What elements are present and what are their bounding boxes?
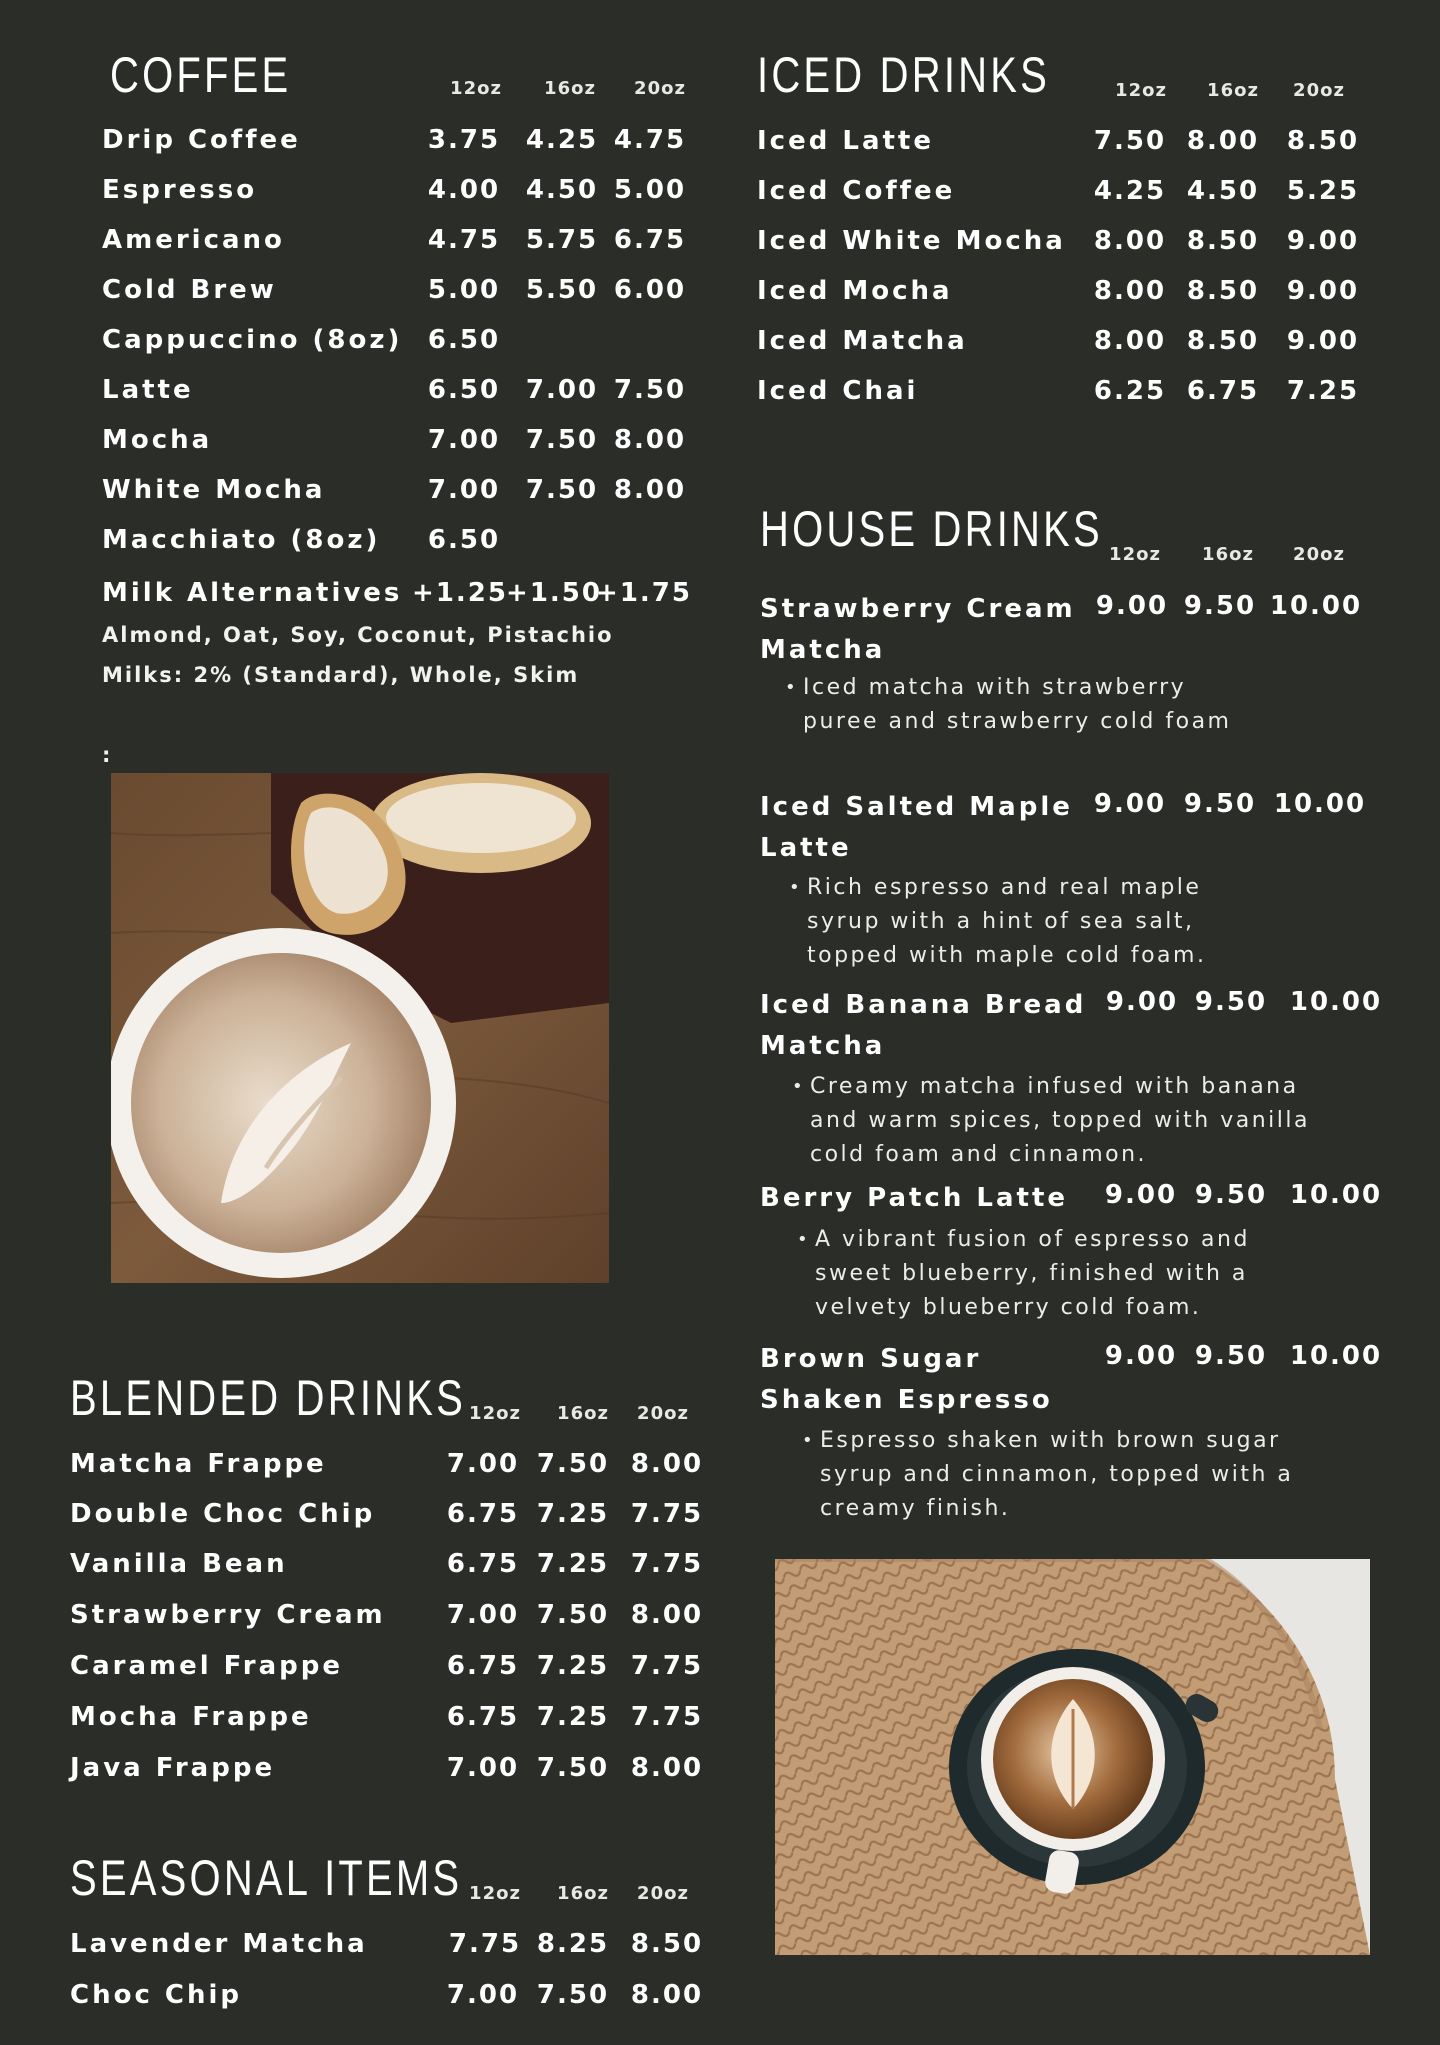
price-20oz: 9.00 xyxy=(1286,276,1360,306)
cappuccino-sweater-illustration xyxy=(775,1559,1370,1955)
price-16oz: 7.50 xyxy=(536,1980,610,2010)
cappuccino-sweater-photo xyxy=(775,1559,1370,1955)
item-name: Iced Banana Bread Matcha xyxy=(760,990,1087,1061)
price-12oz: 6.75 xyxy=(446,1499,520,1529)
price-16oz: 6.75 xyxy=(1186,376,1260,406)
item-name: Java Frappe xyxy=(70,1753,276,1783)
price-12oz: 8.00 xyxy=(1093,226,1167,256)
price-16oz: 9.50 xyxy=(1194,1341,1268,1371)
item-name: Lavender Matcha xyxy=(70,1929,368,1959)
price-16oz: 5.75 xyxy=(525,225,599,255)
price-16oz: 9.50 xyxy=(1194,987,1268,1017)
price-12oz: 8.00 xyxy=(1093,276,1167,306)
size-label: 20oz xyxy=(637,1403,689,1424)
size-label: 20oz xyxy=(1293,544,1345,565)
price-12oz: 9.00 xyxy=(1104,1180,1178,1210)
price-20oz: 8.00 xyxy=(630,1600,704,1630)
price-16oz: 9.50 xyxy=(1194,1180,1268,1210)
price-20oz: 7.50 xyxy=(613,375,687,405)
house-size-header xyxy=(0,544,1440,564)
price-16oz: 7.25 xyxy=(536,1549,610,1579)
price-16oz: 9.50 xyxy=(1183,591,1257,621)
house-drink-description xyxy=(802,1424,1350,1526)
price-16oz: 7.50 xyxy=(536,1449,610,1479)
size-label: 16oz xyxy=(1207,80,1259,101)
item-name: Espresso xyxy=(102,175,258,205)
price-16oz: 8.50 xyxy=(1186,276,1260,306)
price-20oz: 5.25 xyxy=(1286,176,1360,206)
description-text: Iced matcha with strawberry puree and strawberry cold foam xyxy=(803,675,1232,734)
iced-drinks-title: ICED DRINKS xyxy=(757,47,1051,103)
item-name: Milk Alternatives xyxy=(102,578,403,608)
price-16oz: 7.50 xyxy=(536,1600,610,1630)
bullet-icon: • xyxy=(792,1076,806,1097)
price-20oz: 6.00 xyxy=(613,275,687,305)
item-name: Iced Salted Maple Latte xyxy=(760,792,1073,863)
price-12oz: 6.75 xyxy=(446,1549,520,1579)
price-20oz: 10.00 xyxy=(1289,1341,1383,1371)
house-drink-description xyxy=(789,871,1257,973)
price-16oz: 4.25 xyxy=(525,125,599,155)
item-name: Double Choc Chip xyxy=(70,1499,376,1529)
size-label: 12oz xyxy=(469,1403,521,1424)
price-16oz: 8.00 xyxy=(1186,126,1260,156)
description-text: Espresso shaken with brown sugar syrup and cinnamon, topped with a creamy finish. xyxy=(820,1428,1294,1521)
price-12oz: 3.75 xyxy=(427,125,501,155)
item-name: Matcha Frappe xyxy=(70,1449,327,1479)
price-20oz: 10.00 xyxy=(1289,987,1383,1017)
price-12oz: 7.00 xyxy=(427,475,501,505)
price-16oz: 7.25 xyxy=(536,1702,610,1732)
price-12oz: 4.75 xyxy=(427,225,501,255)
price-12oz: 7.50 xyxy=(1093,126,1167,156)
price-20oz: 8.50 xyxy=(1286,126,1360,156)
milk-options-note: Almond, Oat, Soy, Coconut, Pistachio xyxy=(102,623,614,647)
seasonal-size-header xyxy=(0,1883,720,1903)
price-12oz: 7.00 xyxy=(446,1753,520,1783)
price-12oz: 8.00 xyxy=(1093,326,1167,356)
size-label: 12oz xyxy=(1115,80,1167,101)
price-16oz: 8.25 xyxy=(536,1929,610,1959)
description-text: Creamy matcha infused with banana and warm spices, topped with vanilla cold foam and cinnamon. xyxy=(810,1074,1310,1167)
price-20oz: 10.00 xyxy=(1269,591,1363,621)
price-16oz: 4.50 xyxy=(1186,176,1260,206)
price-20oz: 7.75 xyxy=(630,1702,704,1732)
latte-pastry-photo xyxy=(111,773,609,1283)
price-20oz: 8.00 xyxy=(613,475,687,505)
house-drink-description xyxy=(792,1070,1350,1172)
price-12oz: 7.75 xyxy=(448,1929,522,1959)
item-name: White Mocha xyxy=(102,475,326,505)
price-16oz: 7.50 xyxy=(536,1753,610,1783)
item-name: Choc Chip xyxy=(70,1980,243,2010)
iced-size-header xyxy=(0,80,1440,100)
item-name: Caramel Frappe xyxy=(70,1651,344,1681)
price-20oz: 9.00 xyxy=(1286,326,1360,356)
item-name: Drip Coffee xyxy=(102,125,301,155)
item-name: Iced Mocha xyxy=(757,276,953,306)
price-20oz: 7.75 xyxy=(630,1549,704,1579)
price-20oz: 8.00 xyxy=(630,1753,704,1783)
price-16oz: 8.50 xyxy=(1186,326,1260,356)
price-20oz: 10.00 xyxy=(1273,789,1367,819)
price-20oz: 8.00 xyxy=(630,1980,704,2010)
coffee-title: COFFEE xyxy=(110,47,292,103)
item-name: Strawberry Cream Matcha xyxy=(760,594,1076,665)
price-12oz: +1.25 xyxy=(412,578,508,608)
description-text: Rich espresso and real maple syrup with a hint of sea salt, topped with maple cold foam. xyxy=(807,875,1207,968)
price-20oz: 4.75 xyxy=(613,125,687,155)
item-name: Cold Brew xyxy=(102,275,277,305)
bullet-icon: • xyxy=(785,677,799,698)
price-16oz: 7.25 xyxy=(536,1651,610,1681)
latte-pastry-illustration xyxy=(111,773,609,1283)
price-20oz: 10.00 xyxy=(1289,1180,1383,1210)
item-name: Iced White Mocha xyxy=(757,226,1066,256)
price-16oz: 4.50 xyxy=(525,175,599,205)
size-label: 12oz xyxy=(469,1883,521,1904)
price-12oz: 7.00 xyxy=(446,1600,520,1630)
price-16oz: 5.50 xyxy=(525,275,599,305)
bullet-icon: • xyxy=(797,1229,811,1250)
price-16oz: 7.00 xyxy=(525,375,599,405)
price-12oz: 7.00 xyxy=(446,1449,520,1479)
item-name: Mocha Frappe xyxy=(70,1702,312,1732)
item-name: Iced Latte xyxy=(757,126,934,156)
item-name: Iced Matcha xyxy=(757,326,968,356)
price-20oz: 8.00 xyxy=(613,425,687,455)
price-20oz: 5.00 xyxy=(613,175,687,205)
blended-drinks-title: BLENDED DRINKS xyxy=(70,1370,466,1426)
price-16oz: 7.25 xyxy=(536,1499,610,1529)
price-12oz: 6.50 xyxy=(427,525,501,555)
price-20oz: 6.75 xyxy=(613,225,687,255)
size-label: 16oz xyxy=(557,1883,609,1904)
house-drinks-title: HOUSE DRINKS xyxy=(760,501,1103,557)
price-12oz: 6.50 xyxy=(427,375,501,405)
bullet-icon: • xyxy=(789,877,803,898)
price-16oz: +1.50 xyxy=(506,578,602,608)
price-16oz: 7.50 xyxy=(525,475,599,505)
price-20oz: 7.25 xyxy=(1286,376,1360,406)
house-drink-description xyxy=(797,1223,1315,1325)
size-label: 16oz xyxy=(1202,544,1254,565)
price-20oz: 9.00 xyxy=(1286,226,1360,256)
item-name: Latte xyxy=(102,375,194,405)
item-name: Cappuccino (8oz) xyxy=(102,325,403,355)
price-16oz: 8.50 xyxy=(1186,226,1260,256)
price-12oz: 6.25 xyxy=(1093,376,1167,406)
item-name: Iced Coffee xyxy=(757,176,956,206)
item-name: Americano xyxy=(102,225,285,255)
item-name: Iced Chai xyxy=(757,376,919,406)
price-16oz: 9.50 xyxy=(1183,789,1257,819)
price-12oz: 4.25 xyxy=(1093,176,1167,206)
price-12oz: 7.00 xyxy=(446,1980,520,2010)
description-text: A vibrant fusion of espresso and sweet blueberry, finished with a velvety blueberry cold foam. xyxy=(815,1227,1250,1320)
item-name: Mocha xyxy=(102,425,213,455)
price-12oz: 9.00 xyxy=(1105,987,1179,1017)
price-12oz: 5.00 xyxy=(427,275,501,305)
item-name: Berry Patch Latte xyxy=(760,1183,1069,1213)
item-name: Strawberry Cream xyxy=(70,1600,386,1630)
price-12oz: 9.00 xyxy=(1104,1341,1178,1371)
size-label: 16oz xyxy=(557,1403,609,1424)
size-label: 20oz xyxy=(634,78,686,99)
size-label: 12oz xyxy=(1109,544,1161,565)
item-name: Vanilla Bean xyxy=(70,1549,288,1579)
blended-size-header xyxy=(0,1403,720,1423)
price-12oz: 6.75 xyxy=(446,1702,520,1732)
price-20oz: 7.75 xyxy=(630,1651,704,1681)
price-12oz: 9.00 xyxy=(1095,591,1169,621)
size-label: 20oz xyxy=(637,1883,689,1904)
stray-colon: : xyxy=(102,743,113,767)
price-20oz: 8.00 xyxy=(630,1449,704,1479)
item-name: Macchiato (8oz) xyxy=(102,525,381,555)
price-12oz: 4.00 xyxy=(427,175,501,205)
size-label: 16oz xyxy=(544,78,596,99)
size-label: 12oz xyxy=(450,78,502,99)
price-20oz: 7.75 xyxy=(630,1499,704,1529)
price-12oz: 7.00 xyxy=(427,425,501,455)
size-label: 20oz xyxy=(1293,80,1345,101)
item-name: Brown Sugar Shaken Espresso xyxy=(760,1344,1053,1415)
price-20oz: 8.50 xyxy=(630,1929,704,1959)
price-12oz: 9.00 xyxy=(1093,789,1167,819)
bullet-icon: • xyxy=(802,1430,816,1451)
price-12oz: 6.75 xyxy=(446,1651,520,1681)
seasonal-items-title: SEASONAL ITEMS xyxy=(70,1850,463,1906)
house-drink-description xyxy=(785,671,1233,739)
price-20oz: +1.75 xyxy=(596,578,692,608)
milk-types-note: Milks: 2% (Standard), Whole, Skim xyxy=(102,663,580,687)
price-12oz: 6.50 xyxy=(427,325,501,355)
price-16oz: 7.50 xyxy=(525,425,599,455)
